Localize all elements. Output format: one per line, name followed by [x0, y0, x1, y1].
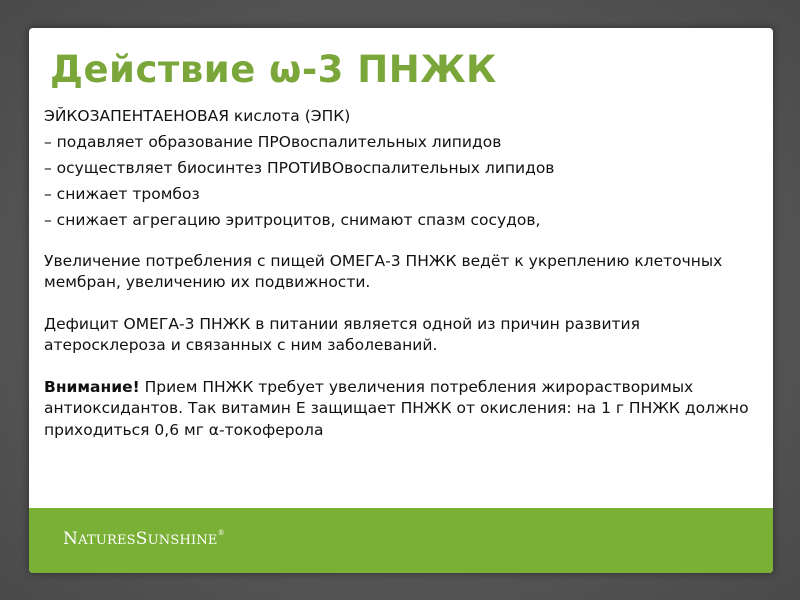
paragraph-membranes: Увеличение потребления с пищей ОМЕГА-3 ПНЖК ведёт к укреплению клеточных мембран, увеличению их подвижности.: [44, 251, 723, 291]
effect-item: – подавляет образование ПРОвоспалительных липидов: [44, 133, 502, 151]
paragraph-deficit: Дефицит ОМЕГА-3 ПНЖК в питании является одной из причин развития атеросклероза и связанных с ним заболеваний.: [44, 314, 640, 354]
attention-label: Внимание!: [44, 377, 140, 396]
effect-item: – снижает тромбоз: [44, 185, 200, 203]
natures-sunshine-logo: NATURESSUNSHINE®: [63, 529, 225, 549]
effect-item: – осуществляет биосинтез ПРОТИВОвоспалительных липидов: [44, 159, 555, 177]
effect-item: – снижает агрегацию эритроцитов, снимают спазм сосудов,: [44, 211, 541, 229]
slide: [29, 28, 773, 573]
slide-title: Действие ω-3 ПНЖК: [50, 48, 497, 91]
paragraph-attention: [44, 377, 754, 442]
slide-content: [44, 106, 754, 441]
attention-text: Прием ПНЖК требует увеличения потребления жирорастворимых антиоксидантов. Так витамин Е защищает ПНЖК от окисления: на 1 г ПНЖК должно приходиться 0,6 мг α-токоферола: [44, 377, 749, 439]
epa-heading: ЭЙКОЗАПЕНТАЕНОВАЯ кислота (ЭПК): [44, 107, 351, 125]
footer-bar: [29, 508, 773, 573]
